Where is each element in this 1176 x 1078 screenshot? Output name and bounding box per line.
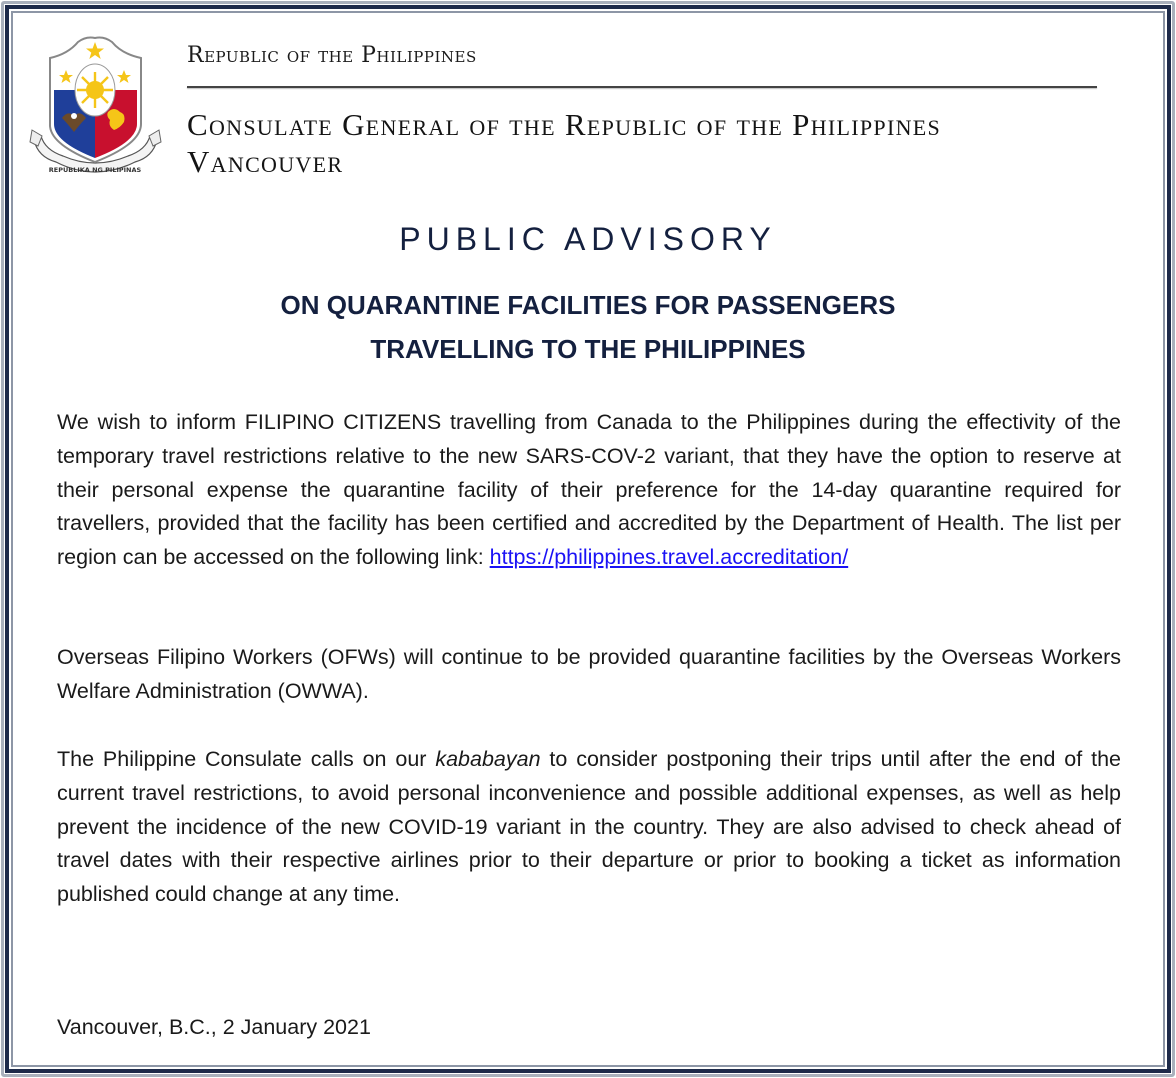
header-consulate-city: Vancouver: [187, 144, 344, 179]
subtitle-line-2: TRAVELLING TO THE PHILIPPINES: [370, 334, 806, 364]
page-title: PUBLIC ADVISORY: [399, 221, 777, 257]
header-republic: Republic of the Philippines: [187, 43, 477, 68]
place-and-date: Vancouver, B.C., 2 January 2021: [57, 1015, 371, 1039]
header-divider: [187, 86, 1097, 88]
svg-text:REPUBLIKA NG PILIPINAS: REPUBLIKA NG PILIPINAS: [48, 166, 142, 174]
header-consulate: [187, 106, 941, 180]
philippine-coat-of-arms-icon: [28, 32, 163, 184]
paragraph-postpone-travel: [57, 743, 1121, 912]
paragraph-filipino-citizens: [57, 406, 1121, 575]
accreditation-link[interactable]: https://philippines.travel.accreditation/: [489, 545, 849, 570]
subtitle-line-1: ON QUARANTINE FACILITIES FOR PASSENGERS: [280, 290, 896, 320]
header-consulate-name: Consulate General of the Republic of the Philippines: [187, 107, 942, 142]
paragraph-1-text: We wish to inform FILIPINO CITIZENS travelling from Canada to the Philippines during the effectivity of the temporary travel restrictions relative to the new SARS-COV-2 variant, that they have the option to reserve at their personal expense the quarantine facility of their preference for the 14-day quarantine required for travellers, provided that the facility has been certified and accredited by the Department of Health. The list per region can be accessed on the following link:: [57, 410, 1121, 570]
paragraph-3-text-end: to consider postponing their trips until after the end of the current travel restrictions, to avoid personal inconvenience and possible additional expenses, as well as help prevent the incidence of the new COVID-19 variant in the country. They are also advised to check ahead of travel dates with their respective airlines prior to their departure or prior to booking a ticket as information published could change at any time.: [57, 747, 1121, 907]
paragraph-3-text-start: The Philippine Consulate calls on our: [57, 747, 436, 771]
advisory-subtitle: [0, 283, 1176, 371]
kababayan-term: kababayan: [435, 747, 541, 771]
paragraph-ofws: Overseas Filipino Workers (OFWs) will continue to be provided quarantine facilities by the Overseas Workers Welfare Administration (OWWA).: [57, 645, 1121, 703]
